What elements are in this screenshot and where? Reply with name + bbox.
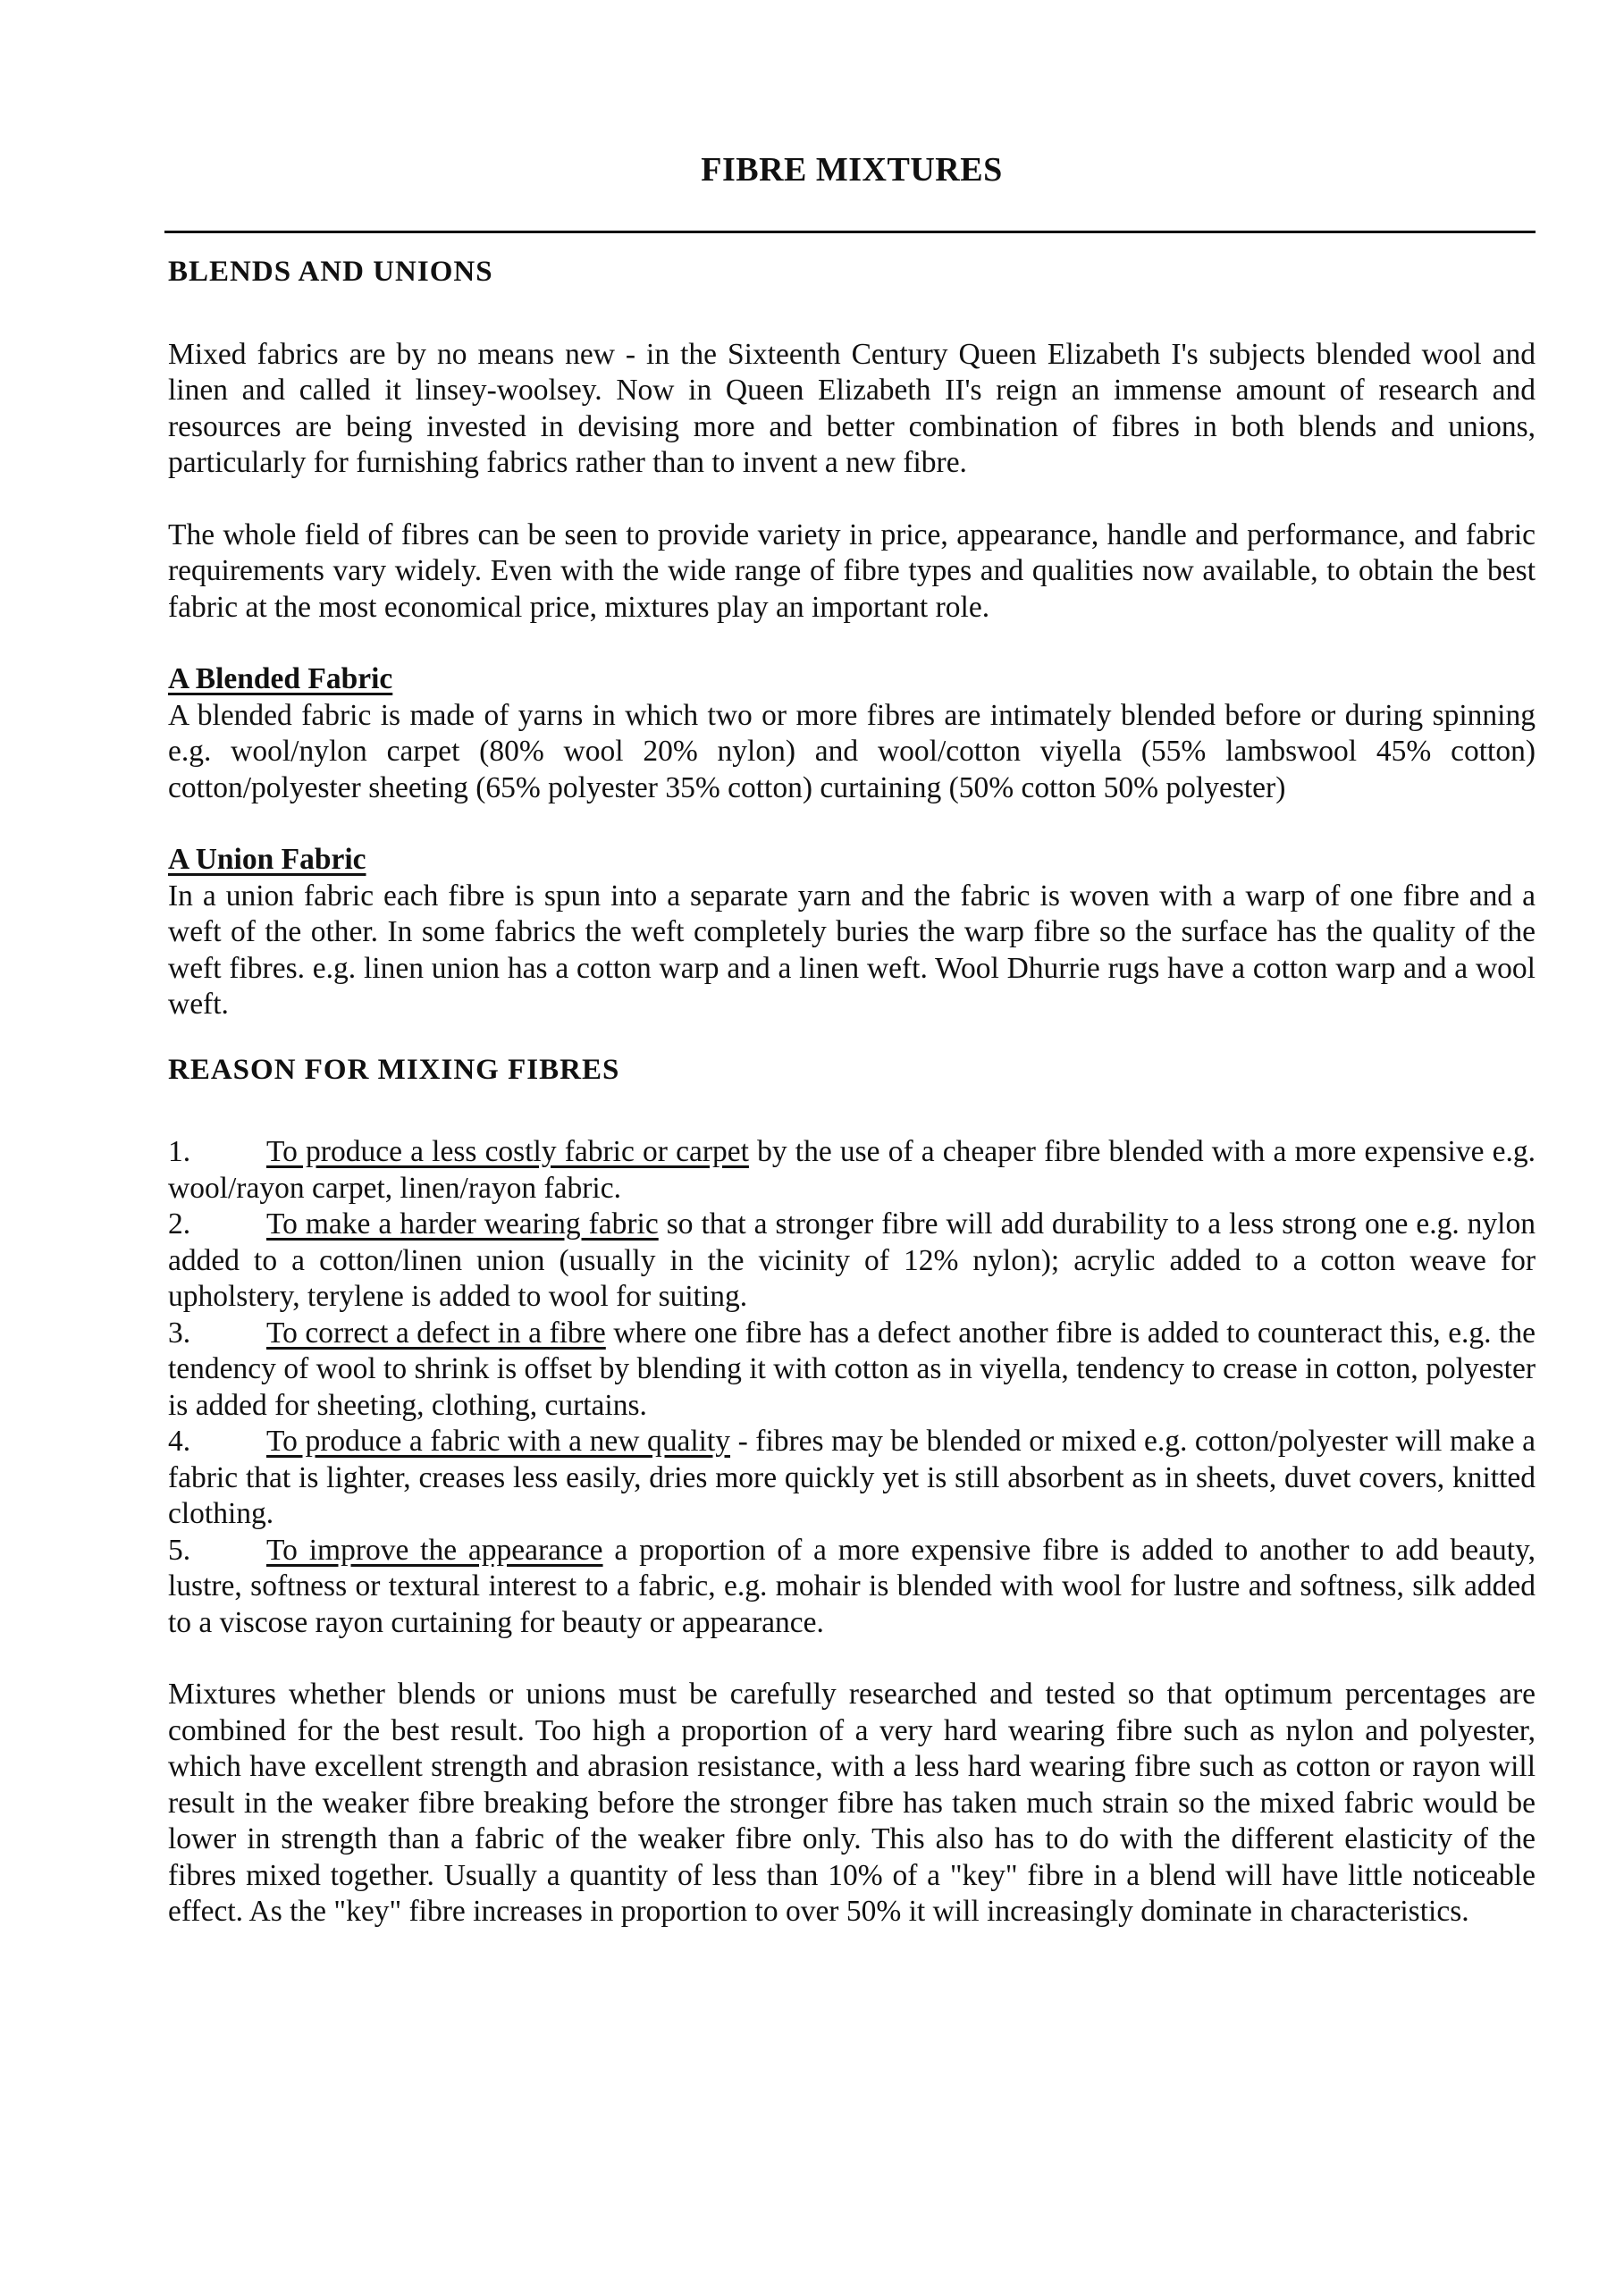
- list-item-text: by the use of a cheaper fibre blended with a more expensive e.g. wool/rayon carpet, linen/rayon fabric.: [168, 1135, 1536, 1205]
- section-heading-blends-unions: BLENDS AND UNIONS: [168, 256, 493, 288]
- list-item-lead: To improve the appearance: [266, 1533, 603, 1567]
- list-number: 2.: [168, 1207, 191, 1241]
- list-item-lead: To produce a fabric with a new quality: [266, 1425, 731, 1458]
- list-number: 1.: [168, 1135, 191, 1168]
- union-fabric-paragraph: In a union fabric each fibre is spun into a separate yarn and the fabric is woven with a warp of one fibre and a weft of the other. In some fabrics the weft completely buries the warp fibre so the surface has the quality of the weft fibres. e.g. linen union has a cotton warp and a linen weft. Wool Dhurrie rugs have a cotton warp and a wool weft.: [168, 879, 1536, 1021]
- title-divider: [164, 231, 1536, 233]
- list-number: 4.: [168, 1425, 191, 1458]
- blended-fabric-paragraph: A blended fabric is made of yarns in which two or more fibres are intimately blended before or during spinning e.g. wool/nylon carpet (80% wool 20% nylon) and wool/cotton viyella (55% lambswool 45% cotton) cotton/polyester sheeting (65% polyester 35% cotton) curtaining (50% cotton 50% polyester): [168, 698, 1536, 804]
- list-item-text: where one fibre has a defect another fibre is added to counteract this, e.g. the tendency of wool to shrink is offset by blending it with cotton as in viyella, tendency to crease in cotton, polyester is added for sheeting, clothing, curtains.: [168, 1316, 1536, 1422]
- list-item-text: so that a stronger fibre will add durability to a less strong one e.g. nylon added to a cotton/linen union (usually in the vicinity of 12% nylon); acrylic added to a cotton weave for upholstery, terylene is added to wool for suiting.: [168, 1207, 1536, 1313]
- blended-fabric-heading: A Blended Fabric: [168, 662, 393, 695]
- document-body: [168, 254, 1536, 1930]
- section-heading-reason-mixing: REASON FOR MIXING FIBRES: [168, 1053, 620, 1086]
- list-number: 5.: [168, 1533, 191, 1567]
- intro-paragraph: Mixed fabrics are by no means new - in the Sixteenth Century Queen Elizabeth I's subjects blended wool and linen and called it linsey-woolsey. Now in Queen Elizabeth II's reign an immense amount of research and resources are being invested in devising more and better combination of fibres in both blends and unions, particularly for furnishing fabrics rather than to invent a new fibre.: [168, 337, 1536, 479]
- list-item-text: a proportion of a more expensive fibre is added to another to add beauty, lustre, softness or textural interest to a fabric, e.g. mohair is blended with wool for lustre and softness, silk added to a viscose rayon curtaining for beauty or appearance.: [168, 1533, 1536, 1639]
- list-item: [168, 1533, 1536, 1642]
- list-item: [168, 1316, 1536, 1425]
- union-fabric-heading: A Union Fabric: [168, 843, 366, 876]
- list-item: [168, 1207, 1536, 1316]
- closing-paragraph: Mixtures whether blends or unions must be carefully researched and tested so that optimum percentages are combined for the best result. Too high a proportion of a very hard wearing fibre such as nylon and polyester, which have excellent strength and abrasion resistance, with a less hard wearing fibre such as cotton or rayon will result in the weaker fibre breaking before the stronger fibre has taken much strain so the mixed fabric would be lower in strength than a fabric of the weaker fibre only. This also has to do with the different elasticity of the fibres mixed together. Usually a quantity of less than 10% of a "key" fibre in a blend will have little noticeable effect. As the "key" fibre increases in proportion to over 50% it will increasingly dominate in characteristics.: [168, 1678, 1536, 1928]
- list-item-lead: To produce a less costly fabric or carpet: [266, 1135, 749, 1168]
- list-number: 3.: [168, 1316, 191, 1350]
- list-item-lead: To make a harder wearing fabric: [266, 1207, 659, 1241]
- list-item: [168, 1134, 1536, 1207]
- document-title: FIBRE MIXTURES: [701, 151, 1003, 189]
- list-item-lead: To correct a defect in a fibre: [266, 1316, 606, 1350]
- list-item-text: - fibres may be blended or mixed e.g. cotton/polyester will make a fabric that is lighter, creases less easily, dries more quickly yet is still absorbent as in sheets, duvet covers, knitted clothing.: [168, 1425, 1536, 1530]
- list-item: [168, 1424, 1536, 1533]
- fibres-variety-paragraph: The whole field of fibres can be seen to provide variety in price, appearance, handle and performance, and fabric requirements vary widely. Even with the wide range of fibre types and qualities now available, to obtain the best fabric at the most economical price, mixtures play an important role.: [168, 517, 1536, 624]
